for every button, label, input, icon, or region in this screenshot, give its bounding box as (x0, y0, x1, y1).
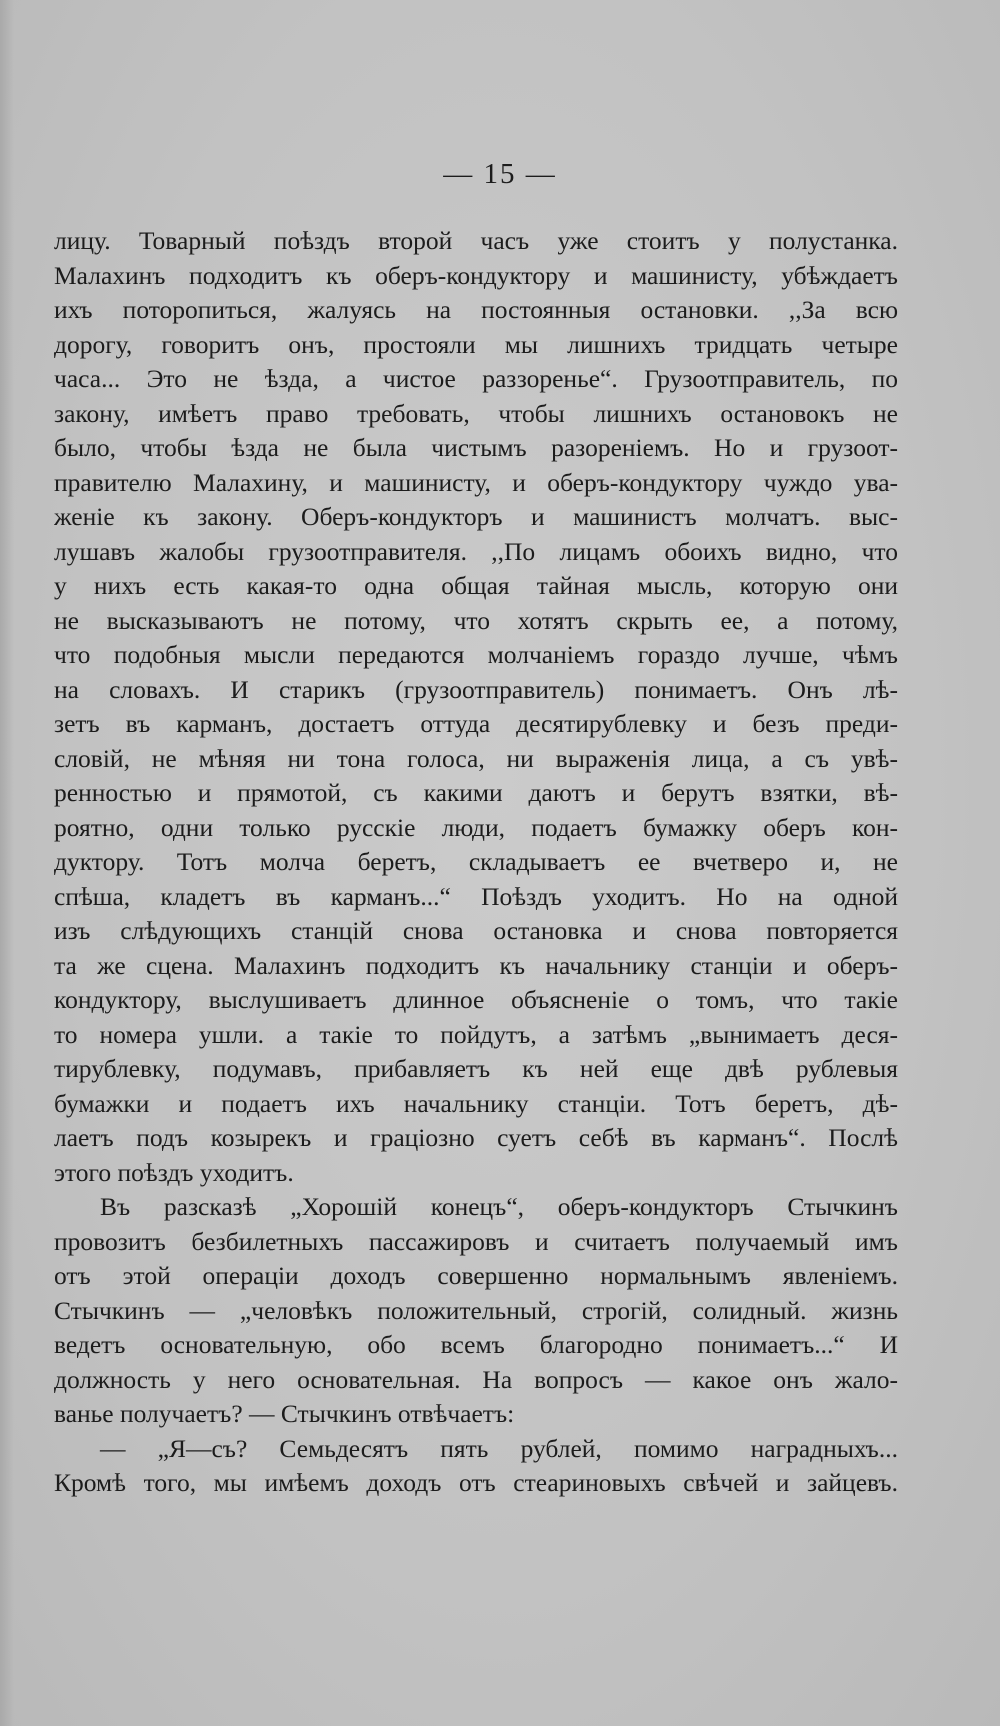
text-line: зетъ въ карманъ, достаетъ оттуда десятирублевку и безъ преди- (54, 709, 898, 738)
text-line: тирублевку, подумавъ, прибавляетъ къ ней еще двѣ рублевыя (54, 1054, 898, 1083)
text-line: — „Я—съ? Семьдесятъ пять рублей, помимо наградныхъ... (100, 1433, 898, 1463)
text-line: та же сцена. Малахинъ подходитъ къ начальнику станціи и оберъ- (54, 950, 898, 980)
text-line: отъ этой операціи доходъ совершенно нормальнымъ явленіемъ. (54, 1261, 898, 1290)
text-line: то номера ушли. а такіе то пойдутъ, а затѣмъ „вынимаетъ деся- (54, 1019, 898, 1049)
text-line: ведетъ основательную, обо всемъ благородно понимаетъ...“ И (54, 1330, 898, 1359)
text-line: лаетъ подъ козырекъ и граціозно суетъ себѣ въ карманъ“. Послѣ (54, 1123, 898, 1152)
text-line: дорогу, говоритъ онъ, простояли мы лишнихъ тридцать четыре (54, 329, 898, 359)
text-line: лушавъ жалобы грузоотправителя. ,,По лицамъ обоихъ видно, что (54, 536, 898, 566)
text-line: у нихъ есть какая-то одна общая тайная мысль, которую они (54, 571, 898, 600)
text-line: кондуктору, выслушиваетъ длинное объясненіе о томъ, что такіе (54, 985, 898, 1014)
text-line: закону, имѣетъ право требовать, чтобы лишнихъ остановокъ не (54, 398, 898, 428)
text-line: изъ слѣдующихъ станцій снова остановка и снова повторяется (54, 916, 898, 945)
text-line: женіе къ закону. Оберъ-кондукторъ и машинистъ молчатъ. выс- (54, 502, 898, 531)
text-line: этого поѣздъ уходитъ. (54, 1157, 294, 1187)
text-line: роятно, одни только русскіе люди, подаетъ бумажку оберъ кон- (54, 812, 898, 842)
text-line: правителю Малахину, и машинисту, и оберъ-кондуктору чуждо ува- (54, 467, 898, 497)
text-line: Малахинъ подходитъ къ оберъ-кондуктору и машинисту, убѣждаетъ (54, 260, 898, 290)
text-line: дуктору. Тотъ молча беретъ, складываетъ ее вчетверо и, не (54, 847, 898, 876)
page-number: — 15 — (443, 158, 557, 190)
text-line: спѣша, кладетъ въ карманъ...“ Поѣздъ уходитъ. Но на одной (54, 881, 898, 911)
text-line: на словахъ. И старикъ (грузоотправитель) понимаетъ. Онъ лѣ- (54, 674, 898, 704)
text-line: лицу. Товарный поѣздъ второй часъ уже стоитъ у полустанка. (54, 226, 898, 255)
text-line: словій, не мѣняя ни тона голоса, ни выраженія лица, а съ увѣ- (54, 743, 898, 773)
text-line: бумажки и подаетъ ихъ начальнику станціи. Тотъ беретъ, дѣ- (54, 1088, 898, 1118)
text-line: ихъ поторопиться, жалуясь на постоянныя остановки. ,,За всю (54, 295, 898, 324)
body-text (54, 224, 898, 1501)
text-line: Въ разсказѣ „Хорошій конецъ“, оберъ-кондукторъ Стычкинъ (100, 1192, 898, 1221)
text-line: должность у него основательная. На вопросъ — какое онъ жало- (54, 1364, 898, 1394)
text-line: Кромѣ того, мы имѣемъ доходъ отъ стеариновыхъ свѣчей и зайцевъ. (54, 1468, 898, 1497)
text-line: Стычкинъ — „человѣкъ положительный, строгій, солидный. жизнь (54, 1295, 898, 1325)
text-line: было, чтобы ѣзда не была чистымъ разореніемъ. Но и грузоот- (54, 433, 898, 462)
text-line: провозитъ безбилетныхъ пассажировъ и считаетъ получаемый имъ (54, 1226, 898, 1256)
page-edge-shadow (0, 0, 14, 1726)
text-line: что подобныя мысли передаются молчаніемъ гораздо лучше, чѣмъ (54, 640, 898, 669)
text-line: ванье получаетъ? — Стычкинъ отвѣчаетъ: (54, 1399, 515, 1428)
text-line: не высказываютъ не потому, что хотятъ скрыть ее, а потому, (54, 605, 898, 635)
text-line: часа... Это не ѣзда, а чистое раззоренье“. Грузоотправитель, по (54, 364, 898, 393)
text-line: ренностью и прямотой, съ какими даютъ и берутъ взятки, вѣ- (54, 778, 898, 807)
